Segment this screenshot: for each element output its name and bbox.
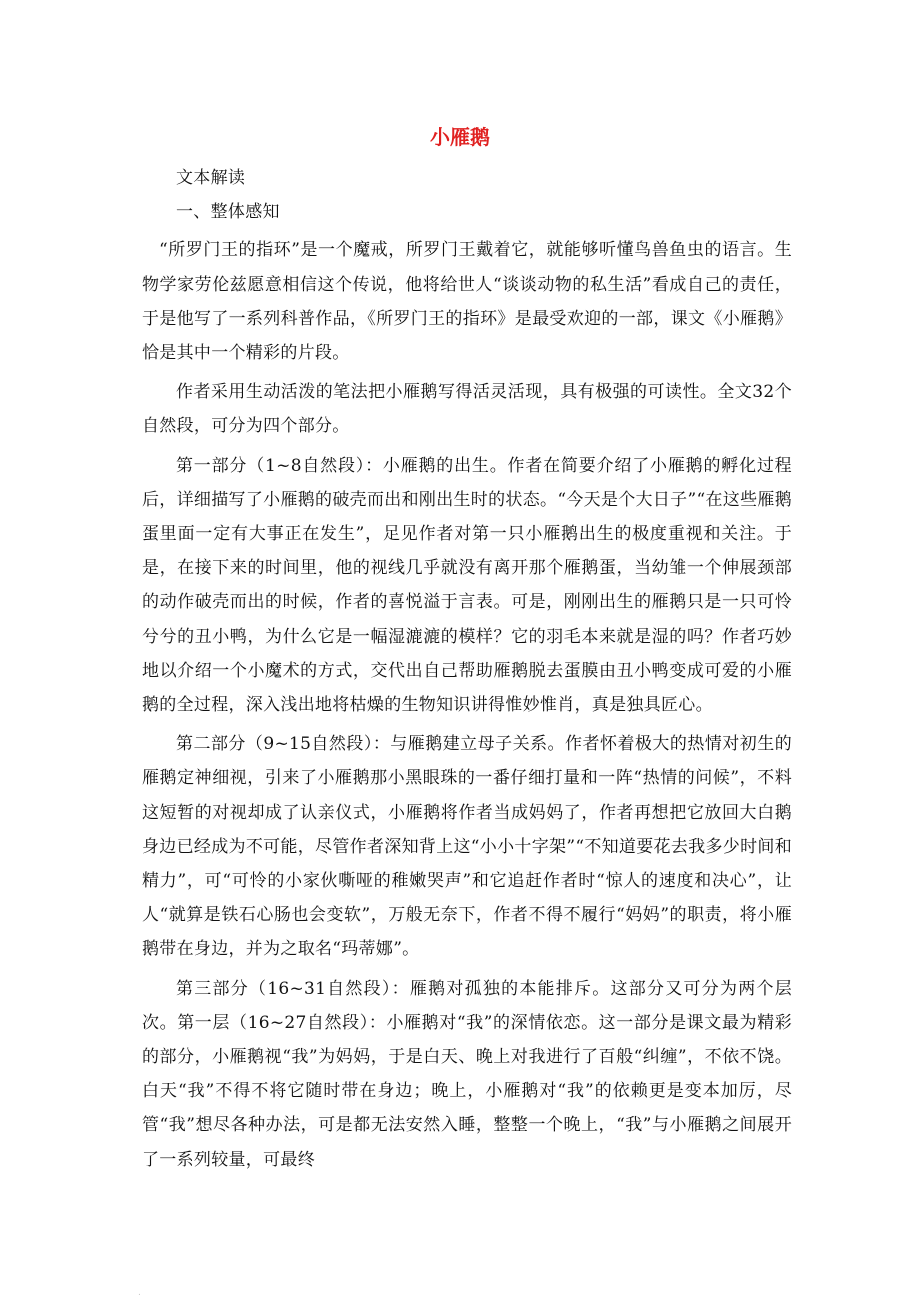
paragraph-intro: “所罗门王的指环”是一个魔戒，所罗门王戴着它，就能够听懂鸟兽鱼虫的语言。生物学家劳伦兹愿意相信这个传说，他将给世人“谈谈动物的私生活”看成自己的责任，于是他写了一系列科普作品，《所罗门王的指环》是最受欢迎的一部，课文《小雁鹅》恰是其中一个精彩的片段。 (142, 240, 792, 364)
document-body (142, 161, 792, 1182)
section-label: 文本解读 (176, 168, 246, 188)
subsection-label: 一、整体感知 (176, 202, 280, 223)
paragraph-structure: 作者采用生动活泼的笔法把小雁鹅写得活灵活现，具有极强的可读性。全文32个自然段，可分为四个部分。 (142, 382, 792, 437)
paragraph-part-two: 第二部分（9~15自然段）：与雁鹅建立母子关系。作者怀着极大的热情对初生的雁鹅定神细视，引来了小雁鹅那小黑眼珠的一番仔细打量和一阵“热情的问候”，不料这短暂的对视却成了认亲仪式，小雁鹅将作者当成妈妈了，作者再想把它放回大白鹅身边已经成为不可能，尽管作者深知背上这“小小十字架”“不知道要花去我多少时间和精力”，可“可怜的小家伙嘶哑的稚嫩哭声”和它追赶作者时“惊人的速度和决心”，让人“就算是铁石心肠也会变软”，万般无奈下，作者不得不履行“妈妈”的职责，将小雁鹅带在身边，并为之取名“玛蒂娜”。 (142, 734, 792, 960)
footer-mark: . (138, 1288, 141, 1298)
document-title: 小雁鹅 (430, 125, 490, 149)
paragraph-part-three: 第三部分（16~31自然段）：雁鹅对孤独的本能排斥。这部分又可分为两个层次。第一层（16~27自然段）：小雁鹅对“我”的深情依恋。这一部分是课文最为精彩的部分，小雁鹅视“我”为妈妈，于是白天、晚上对我进行了百般“纠缠”，不依不饶。白天“我”不得不将它随时带在身边；晚上，小雁鹅对“我”的依赖更是变本加厉，尽管“我”想尽各种办法，可是都无法安然入睡，整整一个晚上，“我”与小雁鹅之间展开了一系列较量，可最终 (142, 978, 792, 1170)
paragraph-part-one: 第一部分（1~8自然段）：小雁鹅的出生。作者在简要介绍了小雁鹅的孵化过程后，详细描写了小雁鹅的破壳而出和刚出生时的状态。“今天是个大日子”“在这些雁鹅蛋里面一定有大事正在发生”，足见作者对第一只小雁鹅出生的极度重视和关注。于是，在接下来的时间里，他的视线几乎就没有离开那个雁鹅蛋，当幼雏一个伸展颈部的动作破壳而出的时候，作者的喜悦溢于言表。可是，刚刚出生的雁鹅只是一只可怜兮兮的丑小鸭，为什么它是一幅湿漉漉的模样？它的羽毛本来就是湿的吗？作者巧妙地以介绍一个小魔术的方式，交代出自己帮助雁鹅脱去蛋膜由丑小鸭变成可爱的小雁鹅的全过程，深入浅出地将枯燥的生物知识讲得惟妙惟肖，真是独具匠心。 (142, 455, 792, 716)
